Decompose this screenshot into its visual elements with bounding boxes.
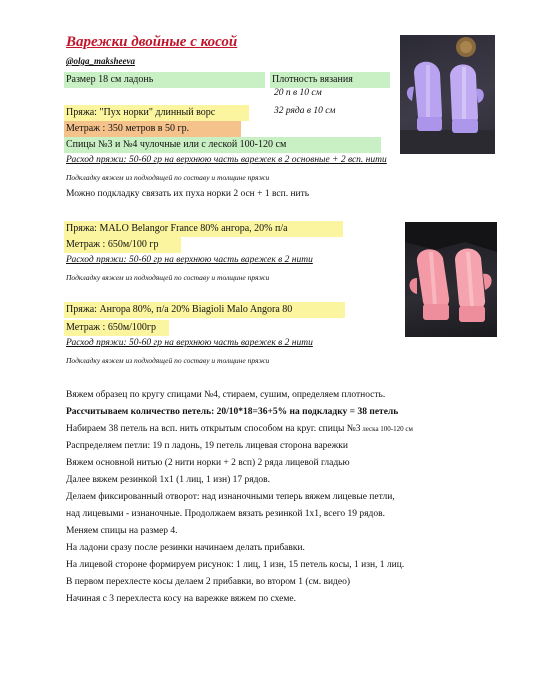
instruction-line: На лицевой стороне формируем рисунок: 1 лиц, 1 изн, 15 петель косы, 1 изн, 1 лиц. (66, 560, 405, 570)
density-stitches: 20 п в 10 см (274, 88, 322, 98)
instruction-line: над лицевыми - изнаночные. Продолжаем вязать резинкой 1х1, всего 19 рядов. (66, 509, 385, 519)
instruction-line: Рассчитываем количество петель: 20/10*18=36+5% на подкладку = 38 петель (66, 407, 399, 417)
yarn2-lining-note: Подкладку вяжем из подходящей по составу и толщине пряжи (66, 273, 270, 282)
lavender-mittens-photo (400, 35, 495, 154)
yarn2-meters: Метраж : 650м/100 гр (64, 237, 181, 253)
yarn3-name: Пряжа: Ангора 80%, п/а 20% Biagioli Malo Angora 80 (64, 302, 345, 318)
yarn1-name: Пряжа: "Пух норки" длинный ворс (64, 105, 249, 121)
yarn1-usage: Расход пряжи: 50-60 гр на верхнюю часть варежек в 2 основные + 2 всп. нити (66, 155, 387, 165)
yarn2-name: Пряжа: MALO Belangor France 80% ангора, 20% п/а (64, 221, 343, 237)
yarn2-usage: Расход пряжи: 50-60 гр на верхнюю часть варежек в 2 нити (66, 255, 313, 265)
density-label: Плотность вязания (270, 72, 390, 88)
document-title: Варежки двойные с косой (66, 34, 238, 50)
instruction-line: Далее вяжем резинкой 1х1 (1 лиц, 1 изн) 17 рядов. (66, 475, 271, 485)
instruction-line: Распределяем петли: 19 п ладонь, 19 петель лицевая сторона варежки (66, 441, 348, 451)
yarn3-meters: Метраж : 650м/100гр (64, 320, 169, 336)
instruction-line (66, 424, 413, 434)
instruction-line: Делаем фиксированный отворот: над изнаночными теперь вяжем лицевые петли, (66, 492, 395, 502)
yarn1-needles: Спицы №3 и №4 чулочные или с леской 100-120 см (64, 137, 381, 153)
instruction-line: Начиная с 3 перехлеста косу на варежке вяжем по схеме. (66, 594, 296, 604)
yarn1-lining-note: Подкладку вяжем из подходящей по составу и толщине пряжи (66, 173, 270, 182)
instruction-line: На ладони сразу после резинки начинаем делать прибавки. (66, 543, 305, 553)
instruction-line: Меняем спицы на размер 4. (66, 526, 178, 536)
yarn1-meters: Метраж : 350 метров в 50 гр. (64, 121, 241, 137)
yarn3-usage: Расход пряжи: 50-60 гр на верхнюю часть варежек в 2 нити (66, 338, 313, 348)
yarn3-lining-note: Подкладку вяжем из подходящей по составу и толщине пряжи (66, 356, 270, 365)
instruction-small-note: леска 100-120 см (360, 425, 413, 433)
density-rows: 32 ряда в 10 см (274, 106, 336, 116)
yarn1-lining-alt: Можно подкладку связать их пуха норки 2 осн + 1 всп. нить (66, 189, 310, 199)
instruction-line: В первом перехлесте косы делаем 2 прибавки, во втором 1 (см. видео) (66, 577, 350, 587)
pink-mittens-illustration (405, 222, 497, 337)
lavender-mittens-illustration (400, 35, 495, 154)
instruction-text: Набираем 38 петель на всп. нить открытым способом на круг. спицы №3 (66, 424, 361, 434)
size-line: Размер 18 см ладонь (64, 72, 265, 88)
instruction-line: Вяжем образец по кругу спицами №4, стираем, сушим, определяем плотность. (66, 390, 386, 400)
pink-mittens-photo (405, 222, 497, 337)
instruction-line: Вяжем основной нитью (2 нити норки + 2 всп) 2 ряда лицевой гладью (66, 458, 350, 468)
author-handle: @olga_maksheeva (66, 56, 135, 66)
